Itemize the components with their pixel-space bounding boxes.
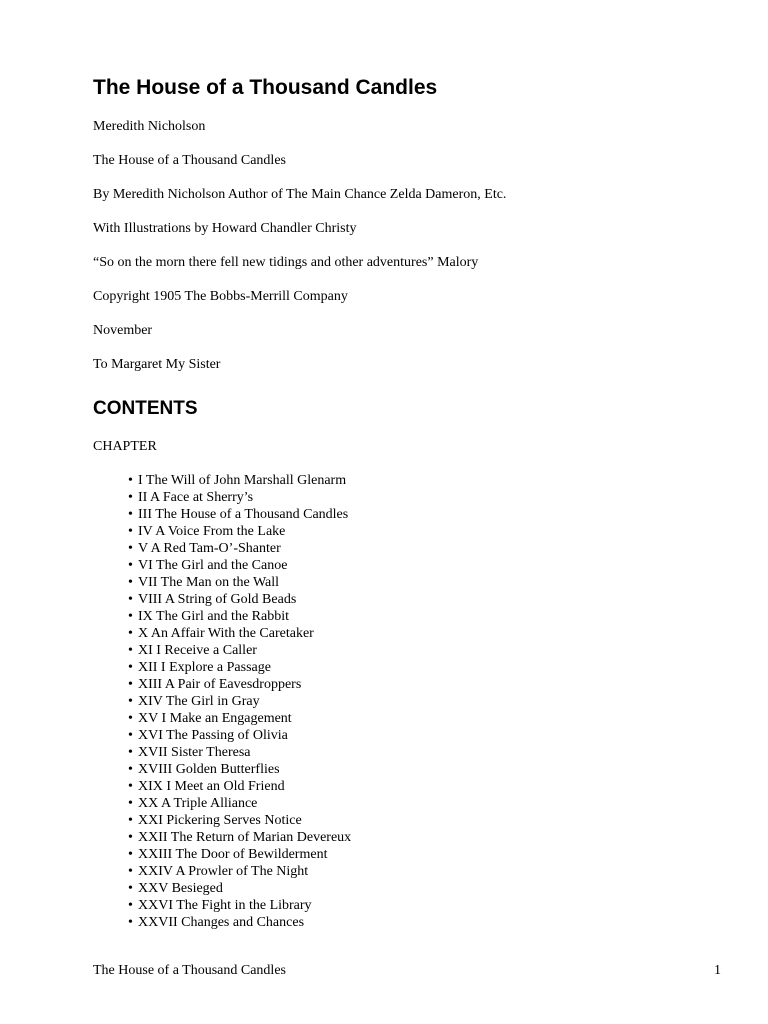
toc-item [128,642,351,659]
toc-item [128,914,351,931]
toc-item [128,489,351,506]
toc-item-label: IV A Voice From the Lake [138,524,286,539]
illustrations-line: With Illustrations by Howard Chandler Christy [93,221,357,236]
bullet-icon: • [128,626,133,641]
bullet-icon: • [128,864,133,879]
bullet-icon: • [128,813,133,828]
bullet-icon: • [128,507,133,522]
document-title: The House of a Thousand Candles [93,76,438,99]
toc-item [128,676,351,693]
toc-item-label: XVII Sister Theresa [138,745,251,760]
toc-item-label: X An Affair With the Caretaker [138,626,314,641]
bullet-icon: • [128,898,133,913]
toc-item [128,540,351,557]
bullet-icon: • [128,473,133,488]
bullet-icon: • [128,660,133,675]
bullet-icon: • [128,677,133,692]
byline: By Meredith Nicholson Author of The Main Chance Zelda Dameron, Etc. [93,187,507,202]
toc-item [128,557,351,574]
bullet-icon: • [128,796,133,811]
toc-item [128,778,351,795]
toc-item-label: XVIII Golden Butterflies [138,762,280,777]
bullet-icon: • [128,847,133,862]
toc-item-label: XXIV A Prowler of The Night [138,864,309,879]
bullet-icon: • [128,558,133,573]
toc-item [128,897,351,914]
toc-item-label: XIX I Meet an Old Friend [138,779,285,794]
toc-item [128,812,351,829]
toc-item-label: XI I Receive a Caller [138,643,257,658]
bullet-icon: • [128,609,133,624]
toc-item [128,863,351,880]
toc-item-label: III The House of a Thousand Candles [138,507,349,522]
toc-item-label: XII I Explore a Passage [138,660,271,675]
toc-item [128,625,351,642]
toc-item-label: XXVI The Fight in the Library [138,898,312,913]
bullet-icon: • [128,745,133,760]
toc-item [128,523,351,540]
dedication-line: To Margaret My Sister [93,357,221,372]
toc-item-label: XIV The Girl in Gray [138,694,260,709]
bullet-icon: • [128,915,133,930]
bullet-icon: • [128,830,133,845]
month-line: November [93,323,153,338]
toc-item [128,693,351,710]
toc-item-label: VI The Girl and the Canoe [138,558,288,573]
toc-item-label: IX The Girl and the Rabbit [138,609,289,624]
bullet-icon: • [128,575,133,590]
toc-item [128,659,351,676]
toc-item-label: VIII A String of Gold Beads [138,592,297,607]
chapter-label: CHAPTER [93,439,157,454]
toc-item-label: XXV Besieged [138,881,223,896]
bullet-icon: • [128,694,133,709]
bullet-icon: • [128,490,133,505]
toc-item [128,880,351,897]
contents-heading: CONTENTS [93,398,198,419]
toc-item [128,472,351,489]
bullet-icon: • [128,881,133,896]
toc-item [128,591,351,608]
toc-item [128,710,351,727]
bullet-icon: • [128,779,133,794]
page-number: 1 [714,963,721,978]
bullet-icon: • [128,541,133,556]
bullet-icon: • [128,728,133,743]
bullet-icon: • [128,592,133,607]
toc-item [128,506,351,523]
toc-item-label: XX A Triple Alliance [138,796,258,811]
toc-item-label: XXI Pickering Serves Notice [138,813,302,828]
bullet-icon: • [128,643,133,658]
toc-item-label: XIII A Pair of Eavesdroppers [138,677,302,692]
toc-item-label: XXII The Return of Marian Devereux [138,830,352,845]
bullet-icon: • [128,762,133,777]
toc-item-label: XXIII The Door of Bewilderment [138,847,328,862]
toc-item-label: I The Will of John Marshall Glenarm [138,473,347,488]
toc-item-label: XV I Make an Engagement [138,711,292,726]
toc-item [128,829,351,846]
epigraph: “So on the morn there fell new tidings and other adventures” Malory [93,255,479,270]
toc-item [128,727,351,744]
toc-item [128,846,351,863]
toc-item [128,795,351,812]
toc-item [128,574,351,591]
footer-title: The House of a Thousand Candles [93,963,286,978]
toc-item-label: VII The Man on the Wall [138,575,280,590]
toc-item-label: XVI The Passing of Olivia [138,728,288,743]
title-line: The House of a Thousand Candles [93,153,286,168]
author-line: Meredith Nicholson [93,119,206,134]
bullet-icon: • [128,711,133,726]
toc-item-label: V A Red Tam-O’-Shanter [138,541,281,556]
copyright-line: Copyright 1905 The Bobbs-Merrill Company [93,289,348,304]
bullet-icon: • [128,524,133,539]
toc-item [128,608,351,625]
toc-item-label: II A Face at Sherry’s [138,490,254,505]
toc-item [128,761,351,778]
toc-item-label: XXVII Changes and Chances [138,915,305,930]
toc-item [128,744,351,761]
table-of-contents [128,472,351,931]
